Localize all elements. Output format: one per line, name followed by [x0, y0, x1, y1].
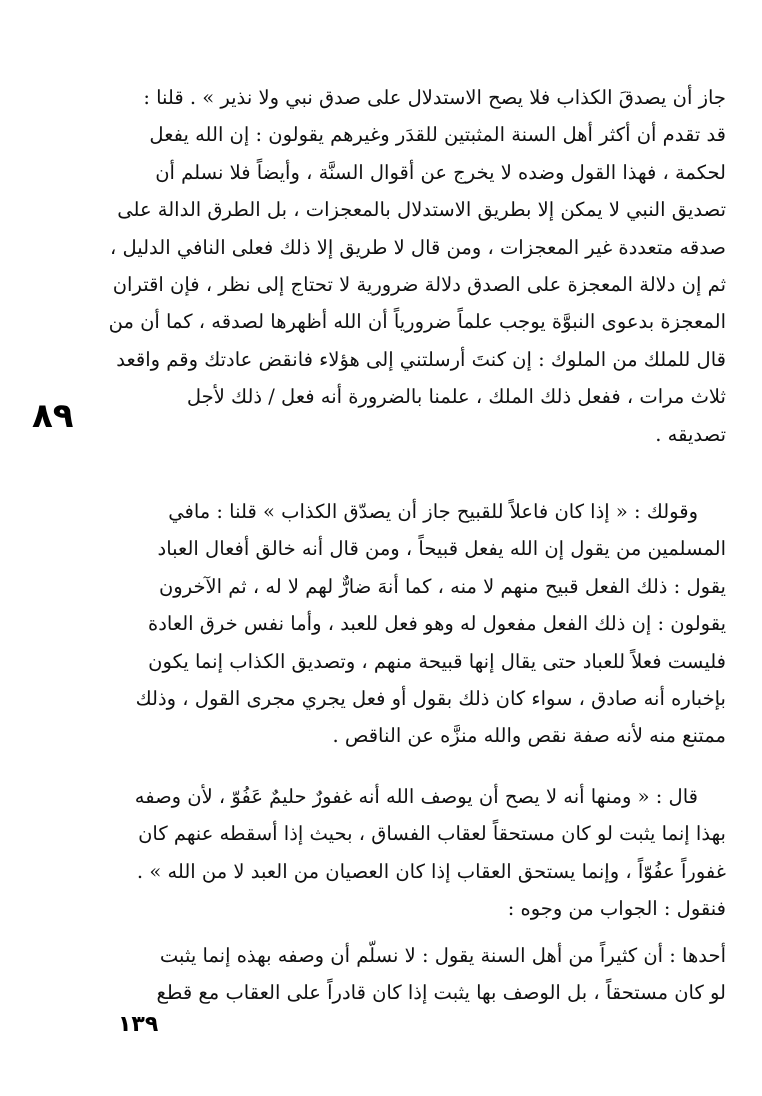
text-line: المسلمين من يقول إن الله يفعل قبيحاً ، ومن قال أنه خالق أفعال العباد — [157, 537, 726, 561]
text-line: قال : « ومنها أنه لا يصح أن يوصف الله أنه غفورٌ حليمٌ عَفُوّ ، لأن وصفه — [134, 785, 698, 808]
text-line: تصديقه . — [655, 422, 726, 446]
text-line: يقولون : إن ذلك الفعل مفعول له وهو فعل للعبد ، وأما نفس خرق العادة — [147, 612, 726, 636]
text-line: ثم إن دلالة المعجزة على الصدق دلالة ضرورية لا تحتاج إلى نظر ، فإن اقتران — [112, 273, 726, 297]
text-line: جاز أن يصدقَ الكذاب فلا يصح الاستدلال على صدق نبي ولا نذير » . قلنا : — [143, 86, 726, 109]
text-line: ممتنع منه لأنه صفة نقص والله منزَّه عن الناقص . — [332, 724, 726, 748]
margin-page-marker: ٨٩ — [32, 396, 74, 436]
page-number: ١٣٩ — [118, 1012, 159, 1037]
text-line: صدقه متعددة غير المعجزات ، ومن قال لا طريق إلا ذلك فعلى النافي الدليل ، — [109, 235, 726, 259]
paragraph-1 — [104, 79, 726, 453]
text-line: تصديق النبي لا يمكن إلا بطريق الاستدلال بالمعجزات ، بل الطرق الدالة على — [117, 198, 726, 222]
text-line: بهذا إنما يثبت لو كان مستحقاً لعقاب الفساق ، بحيث إذا أسقطه عنهم كان — [138, 822, 726, 846]
text-line: فليست فعلاً للعباد حتى يقال إنها قبيحة منهم ، وتصديق الكذاب إنما يكون — [148, 649, 726, 673]
text-line: المعجزة بدعوى النبوَّة يوجب علماً ضرورياً أن الله أظهرها لصدقه ، كما أن من — [108, 310, 726, 334]
text-line: بإخباره أنه صادق ، سواء كان ذلك بقول أو فعل يجري مجرى القول ، وذلك — [135, 687, 726, 711]
paragraph-3 — [104, 778, 726, 928]
paragraph-2 — [104, 493, 726, 755]
text-line: لحكمة ، فهذا القول وضده لا يخرج عن أقوال السنَّة ، وأيضاً فلا نسلم أن — [155, 160, 726, 184]
text-line: غفوراً عفُوّاً ، وإنما يستحق العقاب إذا كان العصيان من العبد لا من الله » . — [136, 859, 726, 883]
text-line: فنقول : الجواب من وجوه : — [507, 897, 726, 921]
text-line: أحدها : أن كثيراً من أهل السنة يقول : لا نسلّم أن وصفه بهذه إنما يثبت — [159, 944, 726, 967]
paragraph-4 — [104, 937, 726, 1012]
text-line: وقولك : « إذا كان فاعلاً للقبيح جاز أن يصدّق الكذاب » قلنا : مافي — [168, 500, 698, 523]
text-line: قال للملك من الملوك : إن كنتَ أرسلتني إلى هؤلاء فانقض عادتك وقم واقعد — [116, 347, 726, 371]
text-line: يقول : ذلك الفعل قبيح منهم لا منه ، كما أنهَ ضارٌّ لهم لا له ، ثم الآخرون — [158, 574, 726, 598]
text-line: ثلاث مرات ، ففعل ذلك الملك ، علمنا بالضرورة أنه فعل / ذلك لأجل — [186, 385, 726, 409]
text-line: لو كان مستحقاً ، بل الوصف بها يثبت إذا كان قادراً على العقاب مع قطع — [156, 981, 726, 1005]
text-line: قد تقدم أن أكثر أهل السنة المثبتين للقدَر وغيرهم يقولون : إن الله يفعل — [149, 123, 726, 147]
